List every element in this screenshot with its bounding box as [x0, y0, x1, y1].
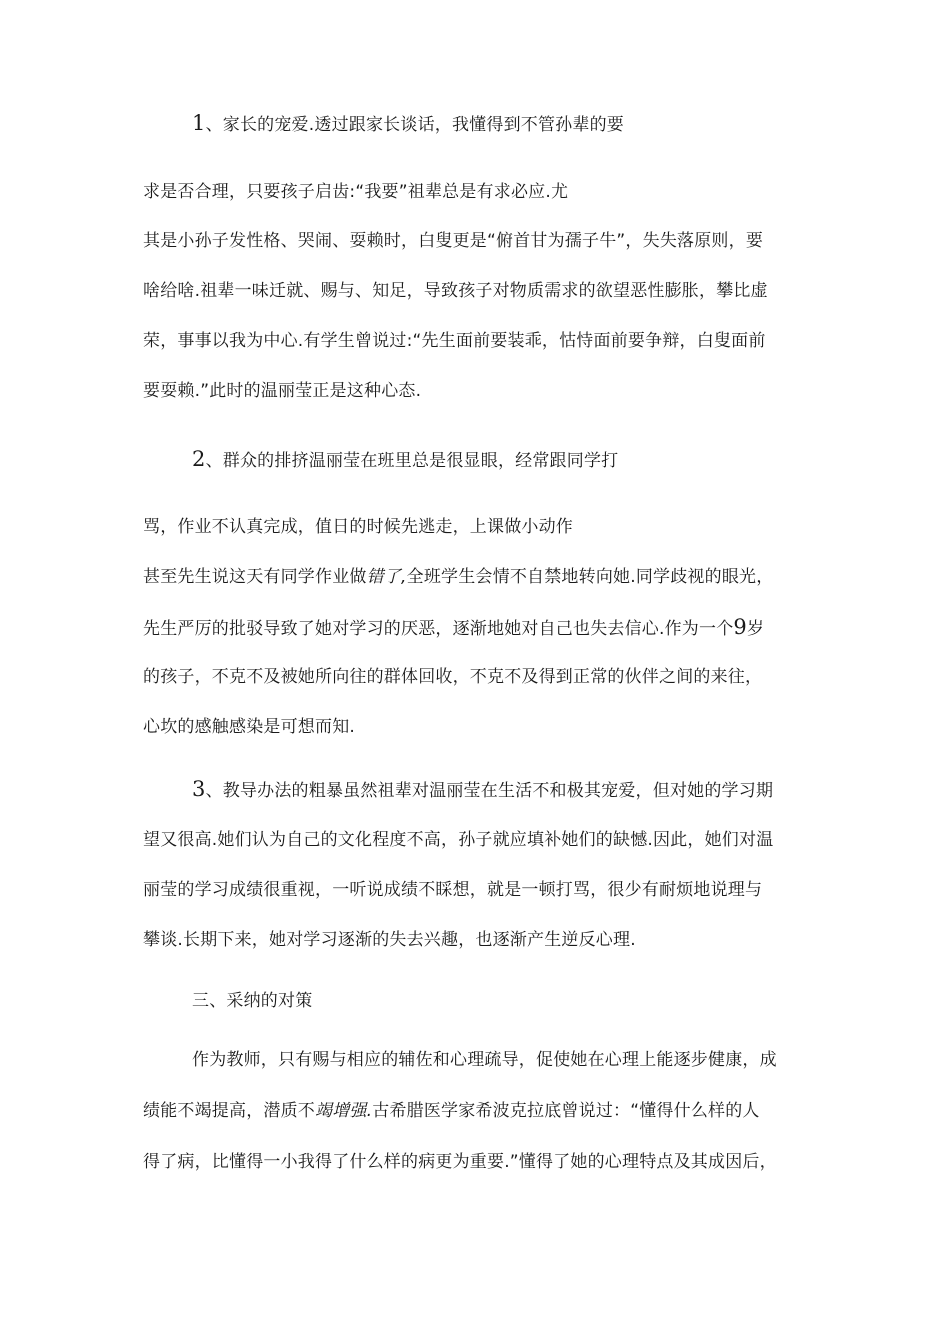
line-text: 绩能不竭提高，潜质不: [143, 1101, 315, 1121]
line-text: 岁: [746, 619, 765, 639]
line-text: 心坎的感触感染是可想而知.: [143, 717, 356, 737]
line-text: 、家长的宠爱.透过跟家长谈话，我懂得到不管孙辈的要: [205, 115, 624, 135]
heading-text: 三、采纳的对策: [192, 991, 313, 1011]
paragraph-1-line-3: [143, 229, 763, 253]
line-text: 全班学生会情不自禁地转向她.同学歧视的眼光，: [406, 567, 774, 587]
paragraph-3-line-4: [143, 928, 636, 952]
line-text: 荣，事事以我为中心.有学生曾说过:“先生面前要装乖，怙恃面前要争辩，白叟面前: [143, 331, 766, 351]
italic-text: 错了,: [366, 567, 407, 587]
paragraph-3-line-3: [143, 878, 762, 902]
line-text: 、教导办法的粗暴虽然祖辈对温丽莹在生活不和极其宠爱，但对她的学习期: [205, 781, 774, 801]
line-text: 要耍赖.”此时的温丽莹正是这种心态.: [143, 381, 422, 401]
line-text: 啥给啥.祖辈一味迁就、赐与、知足，导致孩子对物质需求的欲望恶性膨胀，攀比虚: [143, 281, 768, 301]
line-text: 、群众的排挤温丽莹在班里总是很显眼，经常跟同学打: [205, 451, 619, 471]
line-text: 先生严厉的批驳导致了她对学习的厌恶，逐渐地她对自己也失去信心.作为一个: [143, 619, 734, 639]
list-number: 2: [192, 447, 206, 471]
paragraph-1-line-2: [143, 180, 568, 204]
line-text: 作为教师，只有赐与相应的辅佐和心理疏导，促使她在心理上能逐步健康，成: [192, 1050, 777, 1070]
line-text: 其是小孙子发性格、哭闹、耍赖时，白叟更是“俯首甘为孺子牛”，失失落原则，要: [143, 231, 764, 251]
paragraph-3-line-1: [192, 777, 773, 803]
paragraph-2-line-6: [143, 715, 355, 739]
line-text: 攀谈.长期下来，她对学习逐渐的失去兴趣，也逐渐产生逆反心理.: [143, 930, 636, 950]
paragraph-2-line-4: [143, 615, 764, 641]
paragraph-1-line-4: [143, 279, 768, 303]
paragraph-4-line-1: [192, 1048, 777, 1072]
paragraph-2-line-2: [143, 515, 573, 539]
paragraph-1-line-5: [143, 329, 766, 353]
line-text: 的孩子，不克不及被她所向往的群体回收，不克不及得到正常的伙伴之间的来往，: [143, 667, 763, 687]
list-number: 1: [192, 111, 206, 135]
paragraph-3-line-2: [143, 828, 773, 852]
line-text: 求是否合理，只要孩子启齿:“我要”祖辈总是有求必应.尤: [143, 182, 569, 202]
paragraph-1-line-1: [192, 111, 624, 137]
number-text: 9: [733, 615, 747, 639]
line-text: 丽莹的学习成绩很重视，一听说成绩不睬想，就是一顿打骂，很少有耐烦地说理与: [143, 880, 763, 900]
paragraph-2-line-3: [143, 565, 773, 589]
line-text: 得了病，比懂得一小我得了什么样的病更为重要.”懂得了她的心理特点及其成因后，: [143, 1152, 777, 1172]
list-number: 3: [192, 777, 206, 801]
paragraph-1-line-6: [143, 379, 421, 403]
italic-text: 竭增强.: [315, 1101, 373, 1121]
line-text: 骂，作业不认真完成，值日的时候先逃走，上课做小动作: [143, 517, 573, 537]
paragraph-4-line-2: [143, 1099, 760, 1123]
paragraph-2-line-1: [192, 447, 618, 473]
paragraph-4-line-3: [143, 1150, 777, 1174]
line-text: 古希腊医学家希波克拉底曾说过：“懂得什么样的人: [372, 1101, 760, 1121]
section-heading: [192, 989, 312, 1013]
line-text: 甚至先生说这天有同学作业做: [143, 567, 367, 587]
paragraph-2-line-5: [143, 665, 762, 689]
line-text: 望又很高.她们认为自己的文化程度不高，孙子就应填补她们的缺憾.因此，她们对温: [143, 830, 774, 850]
